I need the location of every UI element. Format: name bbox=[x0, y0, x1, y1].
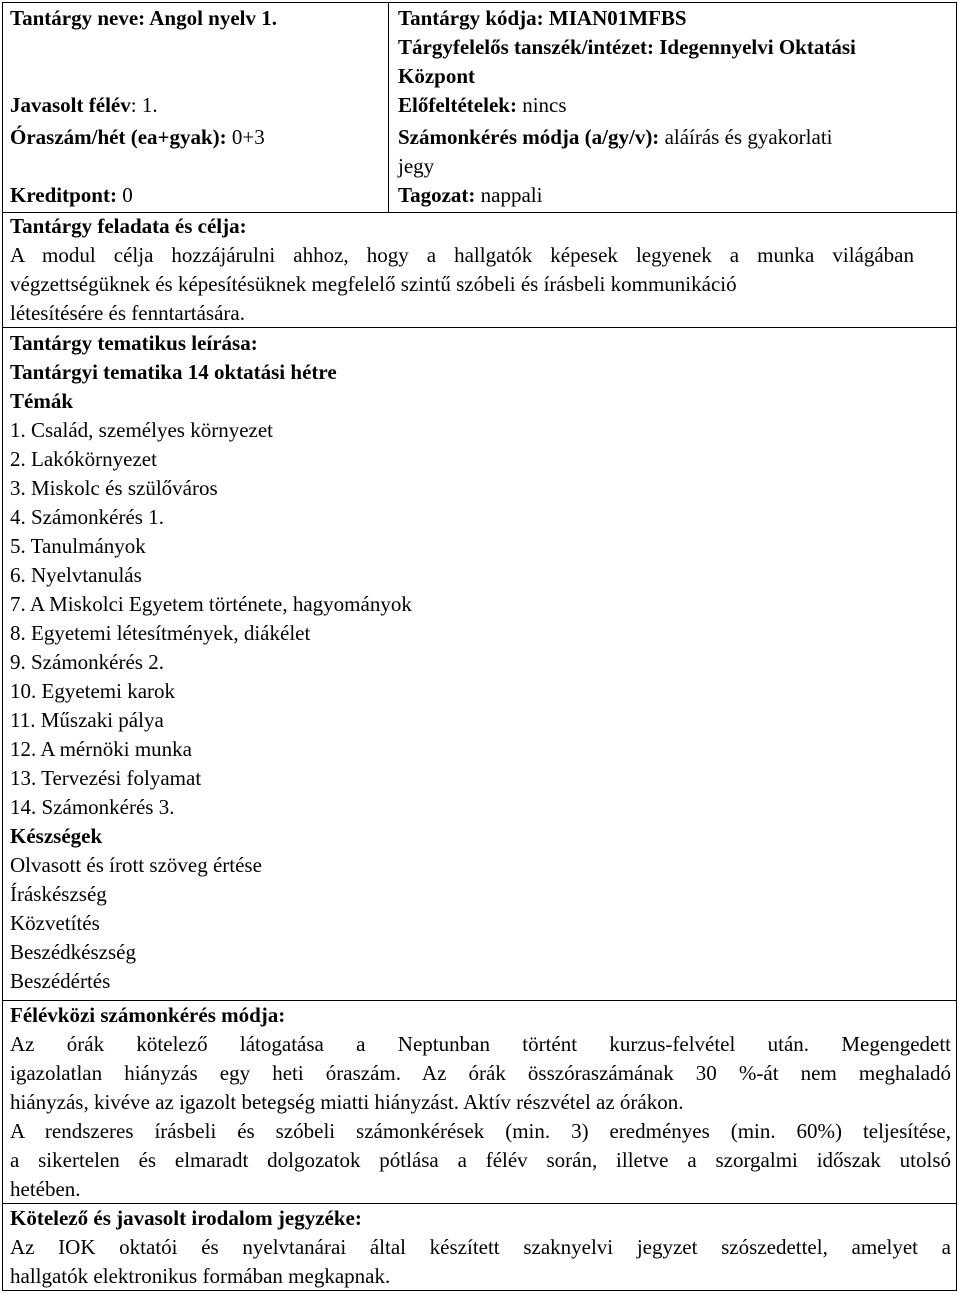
list-item: 13. Tervezési folyamat bbox=[10, 766, 202, 790]
topics-heading: Tantárgy tematikus leírása: bbox=[10, 331, 258, 355]
assessment-text-line: hiányzás, kivéve az igazolt betegség miatti hiányzást. Aktív részvétel az órákon. bbox=[10, 1090, 684, 1114]
column-divider bbox=[388, 3, 389, 212]
list-item: 3. Miskolc és szülőváros bbox=[10, 476, 218, 500]
aim-heading: Tantárgy feladata és célja: bbox=[10, 214, 247, 238]
list-item: 5. Tanulmányok bbox=[10, 534, 146, 558]
topic-list bbox=[10, 416, 412, 822]
skills-list bbox=[10, 851, 262, 996]
assessment-text-line: A rendszeres írásbeli és szóbeli számonkérések (min. 3) eredményes (min. 60%) teljesítése, bbox=[10, 1119, 951, 1143]
topics-subheading: Tantárgyi tematika 14 oktatási hétre bbox=[10, 360, 337, 384]
literature-text-line: hallgatók elektronikus formában megkapnak. bbox=[10, 1264, 391, 1288]
list-item: Közvetítés bbox=[10, 911, 100, 935]
assessment-type-cont: jegy bbox=[398, 154, 435, 178]
list-item: 6. Nyelvtanulás bbox=[10, 563, 142, 587]
themes-heading: Témák bbox=[10, 389, 73, 413]
aim-text-line: létesítésére és fenntartására. bbox=[10, 301, 245, 325]
list-item: 4. Számonkérés 1. bbox=[10, 505, 164, 529]
list-item: Beszédkészség bbox=[10, 940, 136, 964]
assessment-text-line: igazolatlan hiányzás egy heti óraszám. Az órák összóraszámának 30 %-át nem meghaladó bbox=[10, 1061, 951, 1085]
list-item: 1. Család, személyes környezet bbox=[10, 418, 273, 442]
assessment-type: Számonkérés módja (a/gy/v): aláírás és gyakorlati bbox=[398, 125, 833, 149]
literature-heading: Kötelező és javasolt irodalom jegyzéke: bbox=[10, 1206, 362, 1230]
assessment-text-line: a sikertelen és elmaradt dolgozatok pótlása a félév során, illetve a szorgalmi időszak utolsó bbox=[10, 1148, 951, 1172]
list-item: 2. Lakókörnyezet bbox=[10, 447, 157, 471]
list-item: 12. A mérnöki munka bbox=[10, 737, 192, 761]
subject-code: Tantárgy kódja: MIAN01MFBS bbox=[398, 6, 687, 30]
skills-heading: Készségek bbox=[10, 824, 103, 848]
assessment-heading: Félévközi számonkérés módja: bbox=[10, 1003, 286, 1027]
list-item: 11. Műszaki pálya bbox=[10, 708, 164, 732]
literature-text-line: Az IOK oktatói és nyelvtanárai által készített szaknyelvi jegyzet szószedettel, amelyet a bbox=[10, 1235, 951, 1259]
list-item: Beszédértés bbox=[10, 969, 111, 993]
credit-points: Kreditpont: 0 bbox=[10, 183, 133, 207]
list-item: 10. Egyetemi karok bbox=[10, 679, 176, 703]
weekly-hours: Óraszám/hét (ea+gyak): 0+3 bbox=[10, 125, 265, 149]
list-item: 14. Számonkérés 3. bbox=[10, 795, 175, 819]
aim-text-line: A modul célja hozzájárulni ahhoz, hogy a hallgatók képesek legyenek a munka világában bbox=[10, 243, 914, 267]
list-item: Olvasott és írott szöveg értése bbox=[10, 853, 262, 877]
recommended-semester: Javasolt félév: 1. bbox=[10, 93, 158, 117]
subject-name: Tantárgy neve: Angol nyelv 1. bbox=[10, 6, 277, 30]
list-item: 9. Számonkérés 2. bbox=[10, 650, 164, 674]
responsible-department-cont: Központ bbox=[398, 64, 476, 88]
assessment-text-line: hetében. bbox=[10, 1177, 81, 1201]
list-item: Íráskészség bbox=[10, 882, 107, 906]
list-item: 7. A Miskolci Egyetem története, hagyományok bbox=[10, 592, 412, 616]
prerequisites: Előfeltételek: nincs bbox=[398, 93, 567, 117]
list-item: 8. Egyetemi létesítmények, diákélet bbox=[10, 621, 311, 645]
aim-text-line: végzettségüknek és képesítésüknek megfelelő szintű szóbeli és írásbeli kommunikáció bbox=[10, 272, 737, 296]
assessment-text-line: Az órák kötelező látogatása a Neptunban történt kurzus-felvétel után. Megengedett bbox=[10, 1032, 951, 1056]
responsible-department: Tárgyfelelős tanszék/intézet: Idegennyelvi Oktatási bbox=[398, 35, 856, 59]
study-mode: Tagozat: nappali bbox=[398, 183, 543, 207]
